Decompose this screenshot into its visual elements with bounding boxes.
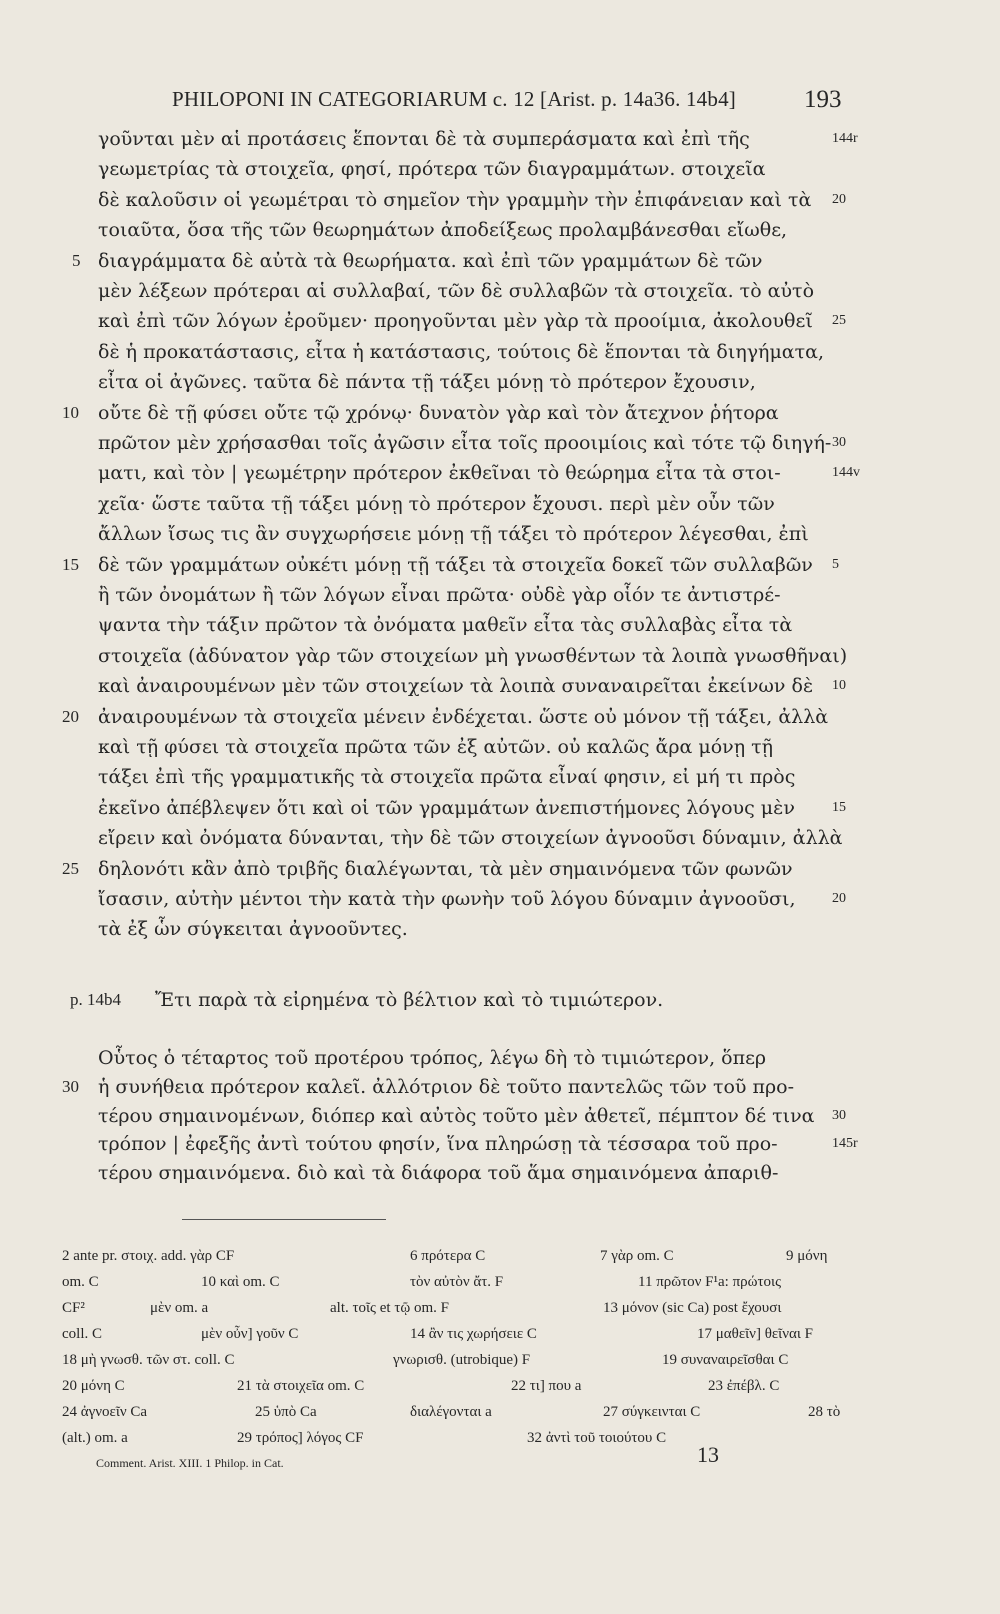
text-line: ματι, καὶ τὸν | γεωμέτρην πρότερον ἐκθεῖναι τὸ θεώρημα εἶτα τὰ στοι- <box>98 462 781 485</box>
text-line: καὶ ἐπὶ τῶν λόγων ἐροῦμεν· προηγοῦνται μὲν γὰρ τὰ προοίμια, ἀκολουθεῖ <box>98 310 813 333</box>
running-title: PHILOPONI IN CATEGORIARUM c. 12 [Arist. p. 14a36. 14b4] <box>172 87 736 111</box>
apparatus-entry: διαλέγονται a <box>410 1404 492 1420</box>
apparatus-entry: 28 τὸ <box>808 1404 841 1420</box>
apparatus-entry: 9 μόνη <box>786 1248 828 1264</box>
text-line: εἴρειν καὶ ὀνόματα δύνανται, τὴν δὲ τῶν στοιχείων ἀγνοοῦσι δύναμιν, ἀλλὰ <box>98 827 843 850</box>
apparatus-entry: γνωρισθ. (utrobique) F <box>393 1352 531 1368</box>
apparatus-entry: τὸν αὐτὸν ἄτ. F <box>410 1274 504 1290</box>
line-number: 30 <box>62 1076 79 1096</box>
text-line: διαγράμματα δὲ αὐτὰ τὰ θεωρήματα. καὶ ἐπὶ τῶν γραμμάτων δὲ τῶν <box>98 249 763 272</box>
text-line: δηλονότι κἂν ἀπὸ τριβῆς διαλέγωνται, τὰ μὲν σημαινόμενα τῶν φωνῶν <box>98 857 793 880</box>
text-line: ἡ συνήθεια πρότερον καλεῖ. ἀλλότριον δὲ τοῦτο παντελῶς τῶν τοῦ προ- <box>98 1075 795 1098</box>
apparatus-entry: 2 ante pr. στοιχ. add. γὰρ CF <box>62 1248 235 1264</box>
apparatus-entry: CF² <box>62 1300 85 1316</box>
apparatus-entry: alt. τοῖς et τῷ om. F <box>330 1300 449 1316</box>
apparatus-entry: 17 μαθεῖν] θεῖναι F <box>697 1326 813 1342</box>
text-line: γοῦνται μὲν αἱ προτάσεις ἕπονται δὲ τὰ συμπεράσματα καὶ ἐπὶ τῆς <box>98 128 750 150</box>
text-line: καὶ ἀναιρουμένων μὲν τῶν στοιχείων τὰ λοιπὰ συναναιρεῖται ἐκείνων δὲ <box>98 675 814 698</box>
apparatus-entry: 24 ἀγνοεῖν Ca <box>62 1404 148 1420</box>
line-number: 5 <box>72 250 81 270</box>
text-line: πρῶτον μὲν χρήσασθαι τοῖς ἀγῶσιν εἶτα τοῖς προοιμίοις καὶ τότε τῷ διηγή- <box>98 432 832 454</box>
apparatus-entry: coll. C <box>62 1326 102 1342</box>
lemma-text: Ἔτι παρὰ τὰ εἰρημένα τὸ βέλτιον καὶ τὸ τιμιώτερον. <box>155 989 664 1011</box>
text-line: στοιχεῖα (ἀδύνατον γὰρ τῶν στοιχείων μὴ γνωσθέντων τὰ λοιπὰ γνωσθῆναι) <box>98 644 848 667</box>
margin-reference: 15 <box>832 799 846 815</box>
apparatus-entry: om. C <box>62 1274 99 1290</box>
text-line: ἄλλων ἴσως τις ἂν συγχωρήσειε μόνῃ τῇ τάξει τὸ πρότερον λέγεσθαι, ἐπὶ <box>98 523 809 546</box>
apparatus-entry: 10 καὶ om. C <box>201 1274 280 1290</box>
line-number: 25 <box>62 858 79 878</box>
apparatus-entry: 13 μόνον (sic Ca) post ἔχουσι <box>603 1300 782 1316</box>
text-line: εἶτα οἱ ἀγῶνες. ταῦτα δὲ πάντα τῇ τάξει μόνῃ τὸ πρότερον ἔχουσιν, <box>98 371 756 394</box>
apparatus-entry: 20 μόνη C <box>62 1378 125 1394</box>
apparatus-divider <box>182 1219 386 1220</box>
apparatus-entry: 25 ὑπὸ Ca <box>255 1404 317 1420</box>
line-number: 10 <box>62 402 79 422</box>
margin-reference: 30 <box>832 435 846 450</box>
text-line: ἴσασιν, αὐτὴν μέντοι τὴν κατὰ τὴν φωνὴν τοῦ λόγου δύναμιν ἀγνοοῦσι, <box>98 888 796 910</box>
text-line: τέρου σημαινομένων, διόπερ καὶ αὐτὸς τοῦτο μὲν ἀθετεῖ, πέμπτον δέ τινα <box>98 1104 815 1127</box>
printer-signature: Comment. Arist. XIII. 1 Philop. in Cat. <box>96 1456 284 1470</box>
apparatus-entry: 21 τὰ στοιχεῖα om. C <box>237 1378 365 1394</box>
text-line: τέρου σημαινόμενα. διὸ καὶ τὰ διάφορα τοῦ ἅμα σημαινόμενα ἀπαριθ- <box>98 1162 779 1185</box>
apparatus-entry: (alt.) om. a <box>62 1430 128 1446</box>
margin-reference: 144v <box>832 465 860 481</box>
apparatus-entry: 19 συναναιρεῖσθαι C <box>662 1352 789 1368</box>
lemma-ref: p. 14b4 <box>70 990 121 1009</box>
apparatus-entry: μὲν om. a <box>150 1300 209 1316</box>
line-number: 15 <box>62 554 79 574</box>
text-line: δὲ τῶν γραμμάτων οὐκέτι μόνῃ τῇ τάξει τὰ στοιχεῖα δοκεῖ τῶν συλλαβῶν <box>98 553 813 576</box>
text-line: χεῖα· ὥστε ταῦτα τῇ τάξει μόνῃ τὸ πρότερον ἔχουσι. περὶ μὲν οὖν τῶν <box>98 492 775 515</box>
page-number: 193 <box>804 86 842 113</box>
margin-reference: 10 <box>832 678 846 694</box>
text-line: ψαντα τὴν τάξιν πρῶτον τὰ ὀνόματα μαθεῖν εἶτα τὰς συλλαβὰς εἶτα τὰ <box>98 614 793 637</box>
text-line: ἐκεῖνο ἀπέβλεψεν ὅτι καὶ οἱ τῶν γραμμάτων ἀνεπιστήμονες λόγους μὲν <box>98 796 795 819</box>
apparatus-entry: 18 μὴ γνωσθ. τῶν στ. coll. C <box>62 1352 235 1368</box>
margin-reference: 30 <box>832 1107 846 1123</box>
text-line: τρόπον | ἐφεξῆς ἀντὶ τούτου φησίν, ἵνα πληρώσῃ τὰ τέσσαρα τοῦ προ- <box>98 1133 778 1156</box>
apparatus-entry: 14 ἂν τις χωρήσειε C <box>410 1326 537 1342</box>
apparatus-entry: 32 ἀντὶ τοῦ τοιούτου C <box>527 1430 667 1446</box>
text-line: τάξει ἐπὶ τῆς γραμματικῆς τὰ στοιχεῖα πρῶτα εἶναί φησιν, εἰ μή τι πρὸς <box>98 766 796 789</box>
text-line: ἢ τῶν ὀνομάτων ἢ τῶν λόγων εἶναι πρῶτα· οὐδὲ γὰρ οἷόν τε ἀντιστρέ- <box>98 584 781 606</box>
text-line: τοιαῦτα, ὅσα τῆς τῶν θεωρημάτων ἀποδείξεως προλαμβάνεσθαι εἴωθε, <box>98 219 788 242</box>
text-line: δὲ ἡ προκατάστασις, εἶτα ἡ κατάστασις, τούτοις δὲ ἕπονται τὰ διηγήματα, <box>98 340 824 363</box>
text-line: οὔτε δὲ τῇ φύσει οὔτε τῷ χρόνῳ· δυνατὸν γὰρ καὶ τὸν ἄτεχνον ῥήτορα <box>98 401 779 424</box>
margin-reference: 145r <box>832 1136 858 1152</box>
apparatus-entry: 7 γὰρ om. C <box>600 1248 674 1264</box>
apparatus-entry: 11 πρῶτον F¹a: πρώτοις <box>638 1274 782 1290</box>
text-line: δὲ καλοῦσιν οἱ γεωμέτραι τὸ σημεῖον τὴν γραμμὴν τὴν ἐπιφάνειαν καὶ τὰ <box>98 188 812 211</box>
apparatus-entry: μὲν οὖν] γοῦν C <box>201 1326 299 1342</box>
apparatus-entry: 23 ἐπέβλ. C <box>708 1378 780 1394</box>
apparatus-entry: 27 σύγκεινται C <box>603 1404 701 1420</box>
margin-reference: 25 <box>832 313 846 329</box>
apparatus-entry: 6 πρότερα C <box>410 1248 486 1264</box>
margin-reference: 144r <box>832 131 858 146</box>
margin-reference: 5 <box>832 556 839 572</box>
line-number: 20 <box>62 706 79 726</box>
text-line: γεωμετρίας τὰ στοιχεῖα, φησί, πρότερα τῶν διαγραμμάτων. στοιχεῖα <box>98 158 766 181</box>
apparatus-entry: 29 τρόπος] λόγος CF <box>237 1430 364 1446</box>
text-line: Οὗτος ὁ τέταρτος τοῦ προτέρου τρόπος, λέγω δὴ τὸ τιμιώτερον, ὅπερ <box>98 1047 767 1069</box>
margin-reference: 20 <box>832 191 846 207</box>
text-line: τὰ ἐξ ὧν σύγκειται ἀγνοοῦντες. <box>98 918 408 941</box>
text-line: ἀναιρουμένων τὰ στοιχεῖα μένειν ἐνδέχεται. ὥστε οὐ μόνον τῇ τάξει, ἀλλὰ <box>98 705 829 728</box>
margin-reference: 20 <box>832 891 846 906</box>
signature-number: 13 <box>697 1442 719 1467</box>
text-line: καὶ τῇ φύσει τὰ στοιχεῖα πρῶτα τῶν ἐξ αὐτῶν. οὐ καλῶς ἄρα μόνῃ τῇ <box>98 736 774 758</box>
text-line: μὲν λέξεων πρότεραι αἱ συλλαβαί, τῶν δὲ συλλαβῶν τὰ στοιχεῖα. τὸ αὐτὸ <box>98 280 815 302</box>
apparatus-entry: 22 τι] που a <box>511 1378 582 1394</box>
